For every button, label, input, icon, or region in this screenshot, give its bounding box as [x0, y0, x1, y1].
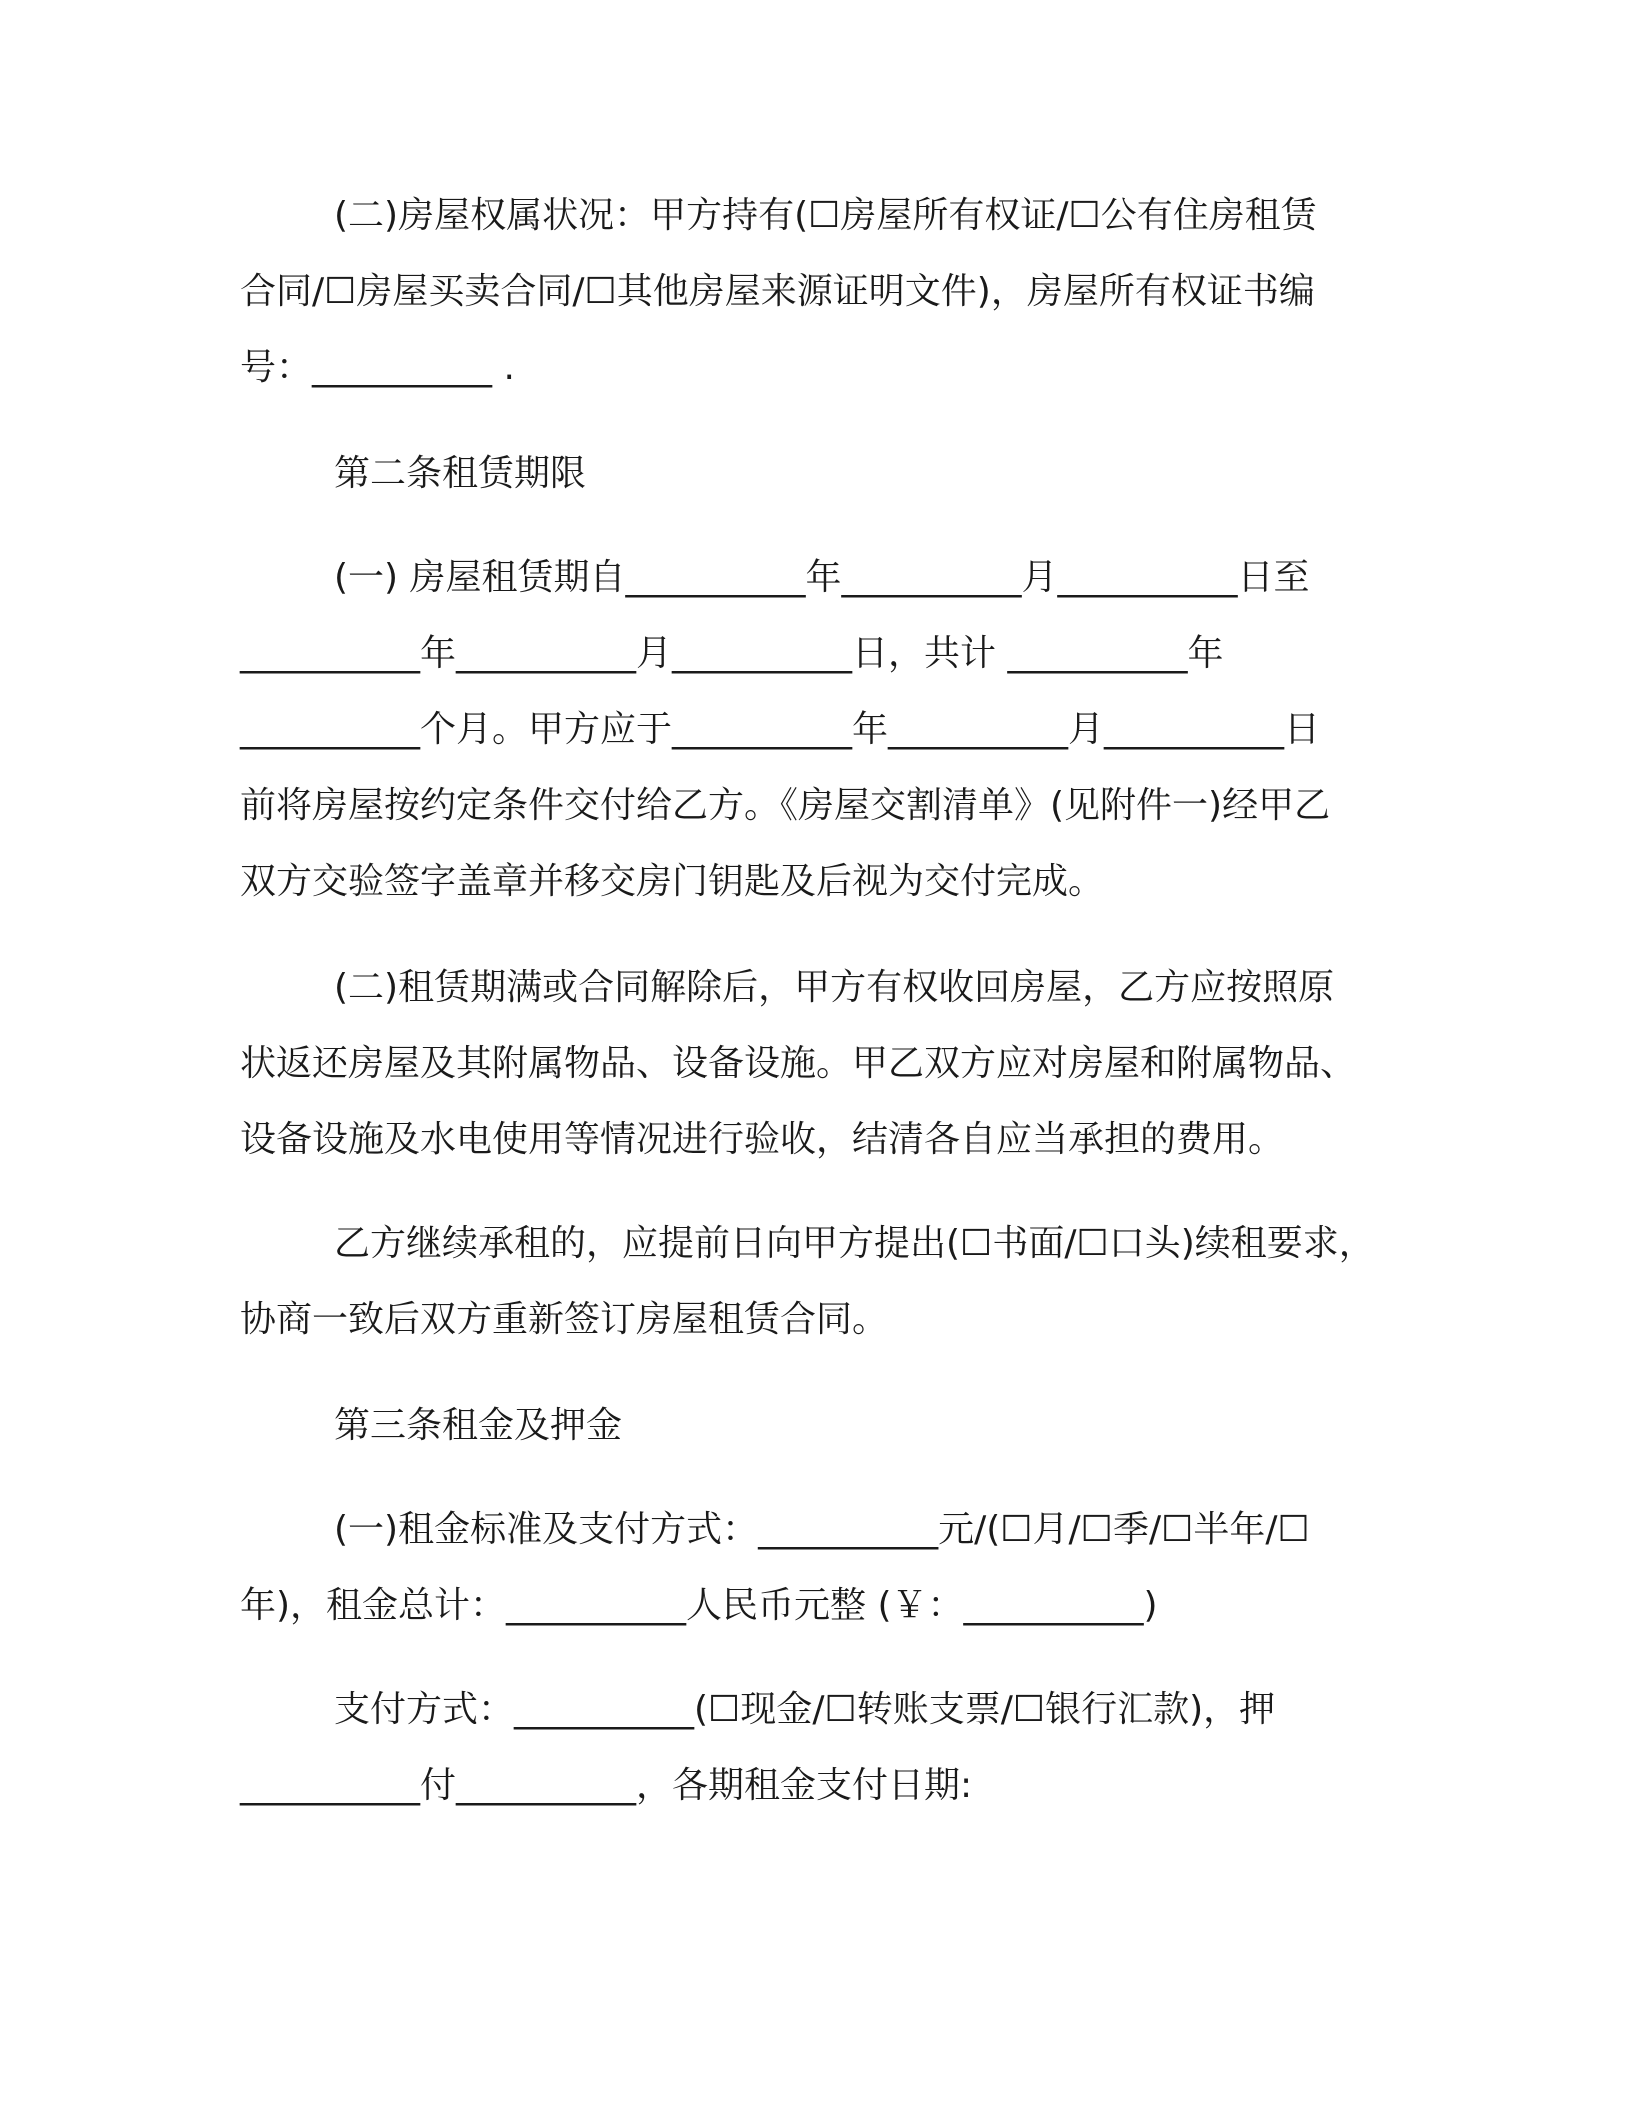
paragraph-line: (一)租金标准及支付方式：__________元/(☐月/☐季/☐半年/☐: [334, 1509, 1310, 1550]
paragraph-line: 号：__________ .: [240, 347, 515, 388]
paragraph-line: (二)租赁期满或合同解除后，甲方有权收回房屋，乙方应按照原: [334, 967, 1335, 1008]
article-heading: 第三条租金及押金: [334, 1405, 623, 1446]
paragraph-line: 乙方继续承租的，应提前日向甲方提出(☐书面/☐口头)续租要求，: [334, 1223, 1375, 1264]
paragraph-line: (一) 房屋租赁期自__________年__________月__________日至: [334, 557, 1310, 598]
paragraph-line: 合同/☐房屋买卖合同/☐其他房屋来源证明文件)，房屋所有权证书编: [240, 271, 1315, 312]
paragraph-line: __________付__________，各期租金支付日期:: [240, 1765, 973, 1806]
paragraph-line: 状返还房屋及其附属物品、设备设施。甲乙双方应对房屋和附属物品、: [240, 1043, 1357, 1084]
article-heading: 第二条租赁期限: [334, 453, 587, 494]
paragraph-line: 双方交验签字盖章并移交房门钥匙及后视为交付完成。: [240, 861, 1105, 902]
paragraph-line: (二)房屋权属状况：甲方持有(☐房屋所有权证/☐公有住房租赁: [334, 195, 1317, 236]
paragraph-line: 支付方式：__________(☐现金/☐转账支票/☐银行汇款)，押: [334, 1689, 1276, 1730]
paragraph-line: __________个月。甲方应于__________年__________月__________日: [240, 709, 1321, 750]
paragraph-line: 前将房屋按约定条件交付给乙方。《房屋交割清单》(见附件一)经甲乙: [240, 785, 1331, 826]
paragraph-line: 协商一致后双方重新签订房屋租赁合同。: [240, 1299, 889, 1340]
paragraph-line: 年)，租金总计：__________人民币元整 (￥：__________): [240, 1585, 1158, 1626]
paragraph-line: 设备设施及水电使用等情况进行验收，结清各自应当承担的费用。: [240, 1119, 1285, 1160]
paragraph-line: __________年__________月__________日，共计 __________年: [240, 633, 1224, 674]
